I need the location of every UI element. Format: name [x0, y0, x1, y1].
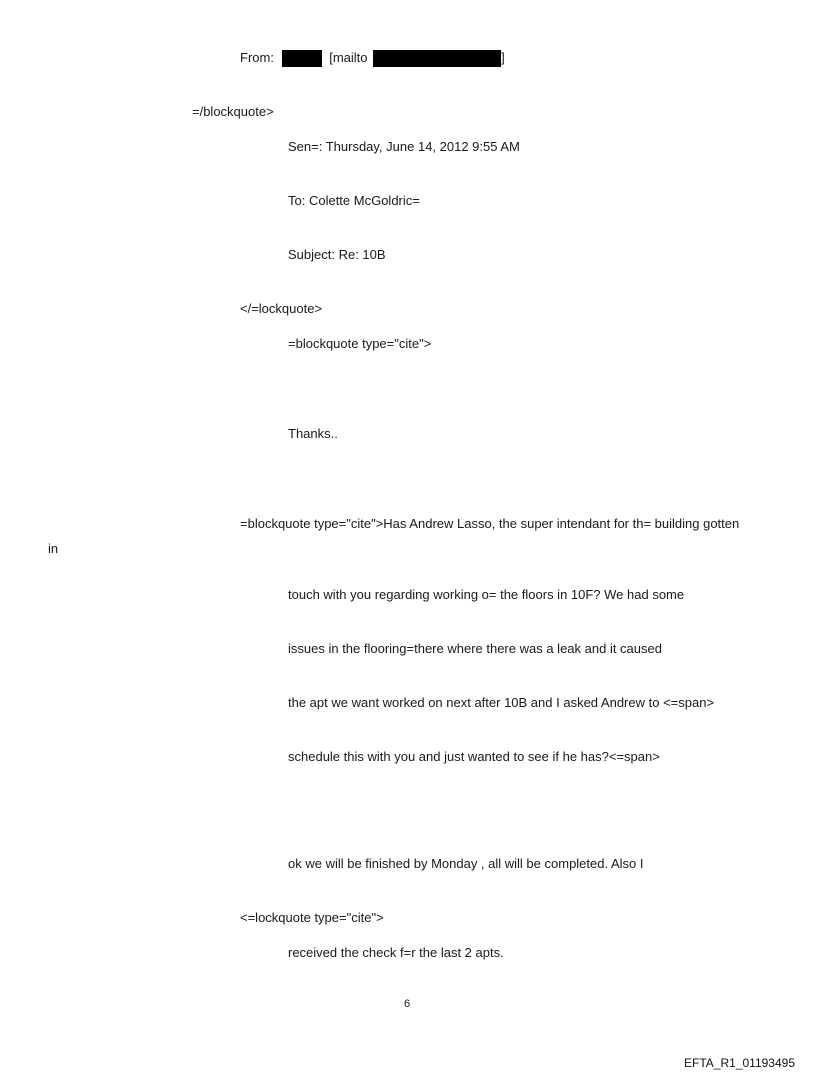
text-line: in — [48, 541, 59, 556]
text-line: <=lockquote type="cite"> — [240, 910, 384, 925]
text-line: =/blockquote> — [192, 104, 274, 119]
to-line: To: Colette McGoldric= — [288, 193, 420, 208]
text-line: =blockquote type="cite">Has Andrew Lasso, the super intendant for th= building gotten — [240, 516, 740, 531]
text-line: issues in the flooring=there where there was a leak and it caused — [288, 641, 662, 656]
document-id-footer: EFTA_R1_01193495 — [684, 1056, 795, 1070]
text-line: Thanks.. — [288, 426, 338, 441]
text-line: ok we will be finished by Monday , all will be completed. Also I — [288, 856, 644, 871]
sent-line: Sen=: Thursday, June 14, 2012 9:55 AM — [288, 139, 520, 154]
text-line: =blockquote type="cite"> — [288, 336, 432, 351]
redaction-block — [373, 50, 501, 67]
text-line: </=lockquote> — [240, 301, 323, 316]
from-line — [240, 50, 505, 67]
text-line: touch with you regarding working o= the floors in 10F? We had some — [288, 587, 685, 602]
close-bracket: ] — [501, 50, 505, 65]
mailto-text: [mailto — [329, 50, 368, 65]
text-line: received the check f=r the last 2 apts. — [288, 945, 504, 960]
page-number: 6 — [404, 998, 411, 1010]
subject-line: Subject: Re: 10B — [288, 247, 386, 262]
text-line: schedule this with you and just wanted to see if he has?<=span> — [288, 749, 660, 764]
from-label: From: — [240, 50, 274, 65]
redaction-block — [282, 50, 322, 67]
text-line: the apt we want worked on next after 10B and I asked Andrew to <=span> — [288, 695, 715, 710]
